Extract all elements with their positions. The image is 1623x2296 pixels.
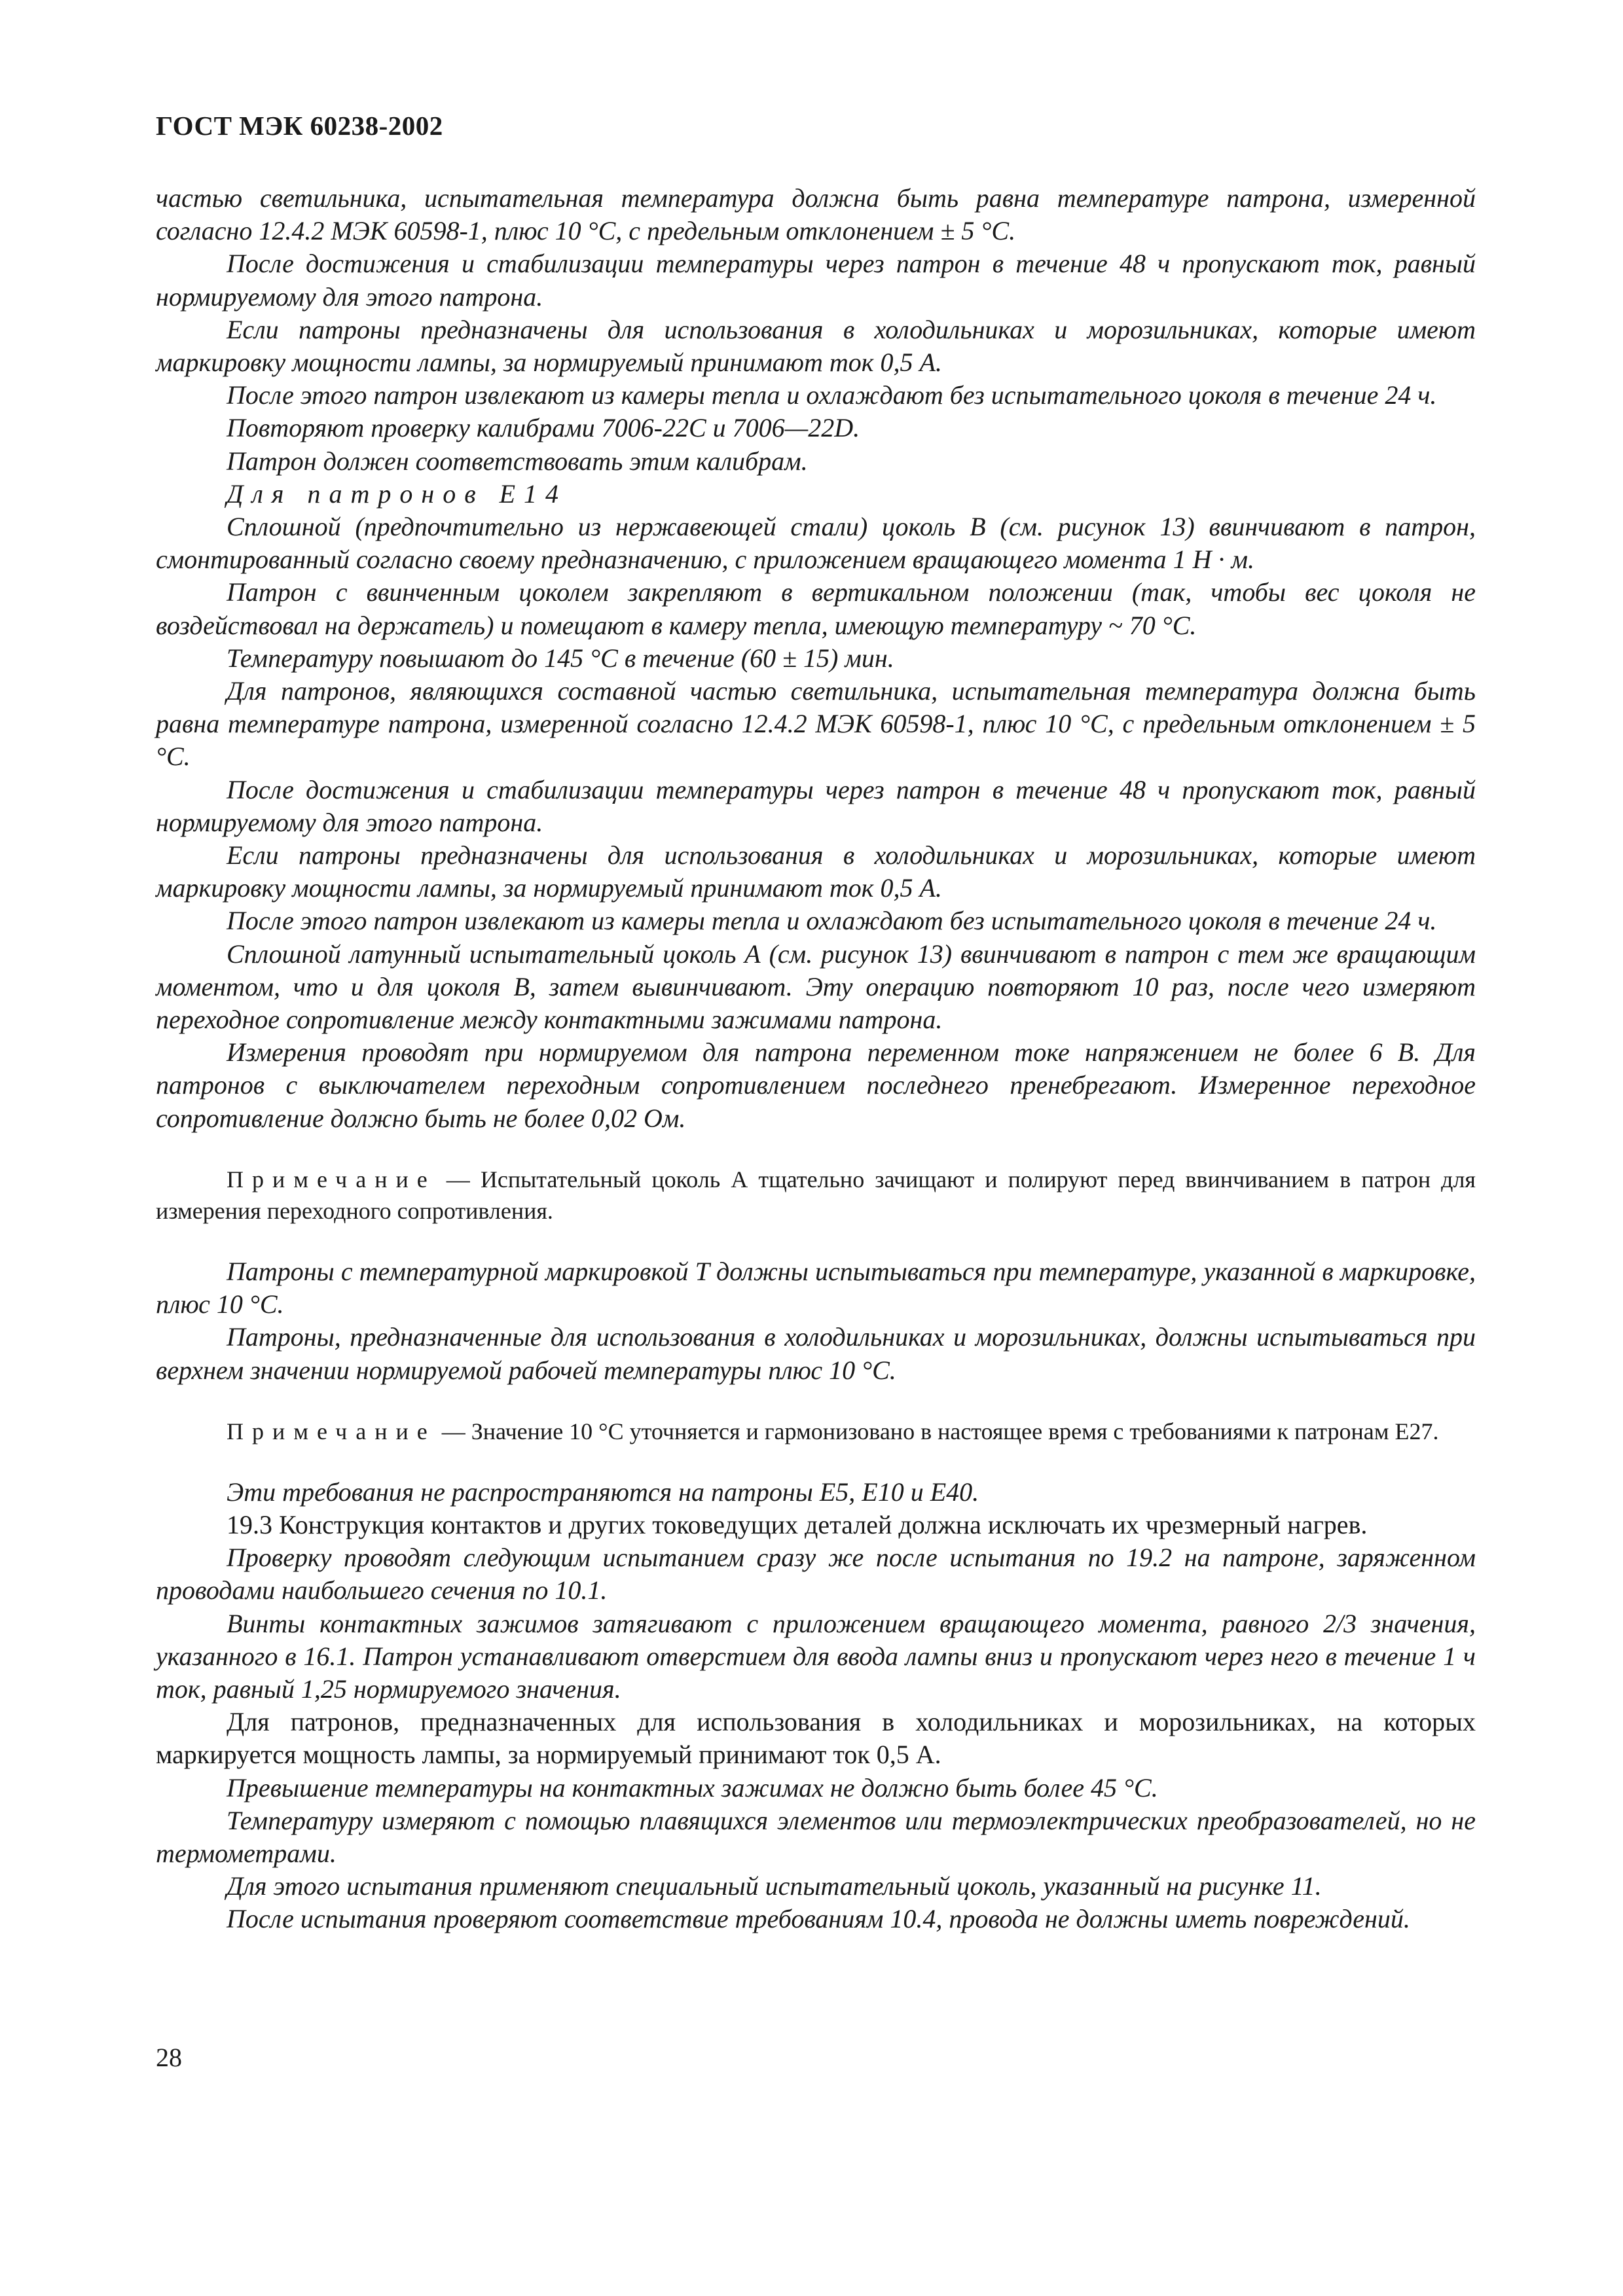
paragraph: Винты контактных зажимов затягивают с приложением вращающего момента, равного 2/3 значения, указанного в 16.1. Патрон устанавливают отверстием для ввода лампы вниз и пропускают через него в течение 1 ч ток, равный 1,25 нормируемого значения.	[156, 1608, 1476, 1704]
clause-19-3: 19.3 Конструкция контактов и других токоведущих деталей должна исключать их чрезмерный нагрев.	[227, 1509, 1368, 1539]
paragraph: Эти требования не распространяются на патроны Е5, Е10 и Е40.	[227, 1477, 979, 1507]
note-text: — Испытательный цоколь А тщательно зачищают и полируют перед ввинчиванием в патрон для измерения переходного сопротивления.	[156, 1166, 1476, 1224]
paragraph: Патрон с ввинченным цоколем закрепляют в вертикальном положении (так, чтобы вес цоколя не воздействовал на держатель) и помещают в камеру тепла, имеющую температуру ~ 70 °С.	[156, 577, 1476, 640]
note	[156, 1164, 1476, 1227]
paragraph: Если патроны предназначены для использования в холодильниках и морозильниках, которые имеют маркировку мощности лампы, за нормируемый принимают ток 0,5 А.	[156, 314, 1476, 378]
note-label: Примечание	[227, 1418, 436, 1444]
paragraph: Повторяют проверку калибрами 7006-22С и 7006—22D.	[227, 413, 860, 443]
paragraph: Если патроны предназначены для использования в холодильниках и морозильниках, которые имеют маркировку мощности лампы, за нормируемый принимают ток 0,5 А.	[156, 840, 1476, 903]
paragraph: Патроны с температурной маркировкой Т должны испытываться при температуре, указанной в маркировке, плюс 10 °С.	[156, 1256, 1476, 1319]
paragraph: Для патронов, являющихся составной частью светильника, испытательная температура должна быть равна температуре патрона, измеренной согласно 12.4.2 МЭК 60598-1, плюс 10 °С, с предельным отклонением ± 5 °С.	[156, 676, 1476, 772]
note-text: — Значение 10 °С уточняется и гармонизовано в настоящее время с требованиями к патронам Е27.	[435, 1418, 1439, 1444]
paragraph: Превышение температуры на контактных зажимах не должно быть более 45 °С.	[227, 1772, 1158, 1803]
note-label: Примечание	[227, 1166, 436, 1193]
paragraph: Температуру измеряют с помощью плавящихся элементов или термоэлектрических преобразователей, но не термометрами.	[156, 1805, 1476, 1868]
paragraph: После испытания проверяют соответствие требованиям 10.4, провода не должны иметь повреждений.	[227, 1904, 1410, 1934]
paragraph: Измерения проводят при нормируемом для патрона переменном токе напряжением не более 6 В. Для патронов с выключателем переходным сопротивлением последнего пренебрегают. Измеренное переходное сопротивление должно быть не более 0,02 Ом.	[156, 1037, 1476, 1133]
paragraph: Патрон должен соответствовать этим калибрам.	[227, 446, 808, 476]
paragraph: Сплошной (предпочтительно из нержавеющей стали) цоколь В (см. рисунок 13) ввинчивают в патрон, смонтированный согласно своему предназначению, с приложением вращающего момента 1 Н · м.	[156, 512, 1476, 575]
note	[156, 1416, 1476, 1447]
paragraph: Патроны, предназначенные для использования в холодильниках и морозильниках, должны испытываться при верхнем значении нормируемой рабочей температуры плюс 10 °С.	[156, 1322, 1476, 1385]
spaced-heading-text: Для патронов Е14	[227, 478, 568, 509]
paragraph: Сплошной латунный испытательный цоколь А (см. рисунок 13) ввинчивают в патрон с тем же вращающим моментом, что и для цоколя В, затем вывинчивают. Эту операцию повторяют 10 раз, после чего измеряют переходное сопротивление между контактными зажимами патрона.	[156, 939, 1476, 1035]
document-header: ГОСТ МЭК 60238-2002	[156, 111, 443, 141]
paragraph: После достижения и стабилизации температуры через патрон в течение 48 ч пропускают ток, равный нормируемому для этого патрона.	[156, 774, 1476, 837]
paragraph: После достижения и стабилизации температуры через патрон в течение 48 ч пропускают ток, равный нормируемому для этого патрона.	[156, 249, 1476, 312]
paragraph: Температуру повышают до 145 °С в течение (60 ± 15) мин.	[227, 643, 894, 673]
paragraph: частью светильника, испытательная температура должна быть равна температуре патрона, измеренной согласно 12.4.2 МЭК 60598-1, плюс 10 °С, с предельным отклонением ± 5 °С.	[156, 183, 1476, 246]
document-body	[156, 182, 1476, 1936]
paragraph: После этого патрон извлекают из камеры тепла и охлаждают без испытательного цоколя в течение 24 ч.	[227, 906, 1437, 936]
paragraph: Для этого испытания применяют специальный испытательный цоколь, указанный на рисунке 11.	[227, 1871, 1322, 1901]
paragraph: После этого патрон извлекают из камеры тепла и охлаждают без испытательного цоколя в течение 24 ч.	[227, 380, 1437, 410]
section-subheading	[156, 478, 1476, 511]
paragraph: Для патронов, предназначенных для использования в холодильниках и морозильниках, на которых маркируется мощность лампы, за нормируемый принимают ток 0,5 А.	[156, 1707, 1476, 1770]
page-number: 28	[156, 2043, 182, 2072]
paragraph: Проверку проводят следующим испытанием сразу же после испытания по 19.2 на патроне, заряженном проводами наибольшего сечения по 10.1.	[156, 1543, 1476, 1605]
